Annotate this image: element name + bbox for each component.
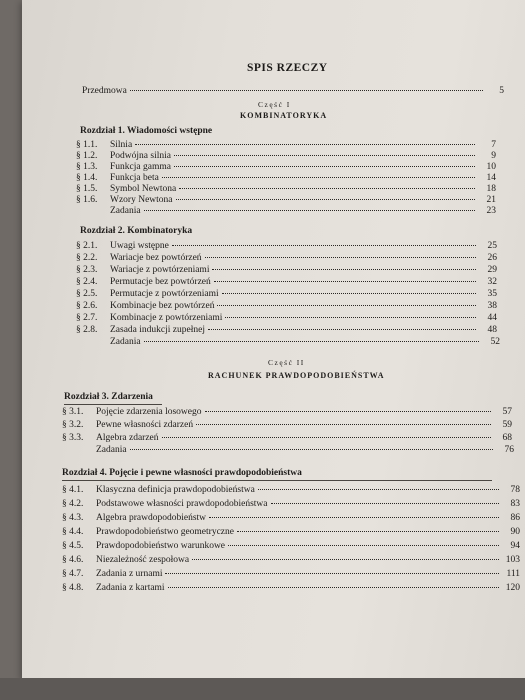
- entry-title: Prawdopodobieństwo geometryczne: [96, 527, 234, 537]
- entry-page: 21: [486, 195, 496, 205]
- toc-entry: [62, 540, 520, 552]
- dot-leader: [162, 177, 475, 178]
- dot-leader: [162, 437, 491, 438]
- dot-leader: [212, 269, 476, 270]
- entry-title: Zadania: [96, 445, 127, 455]
- toc-entry-preface: [82, 85, 504, 97]
- part-label: Część I: [258, 100, 291, 109]
- toc-entry: [76, 276, 497, 288]
- section-number: § 2.5.: [76, 289, 98, 299]
- dot-leader: [205, 411, 491, 412]
- dot-leader: [222, 293, 476, 294]
- dot-leader: [214, 281, 476, 282]
- section-number: § 1.1.: [76, 140, 98, 150]
- entry-page: 32: [487, 277, 497, 287]
- toc-entry: [76, 252, 497, 264]
- entry-title: Funkcja beta: [110, 173, 159, 183]
- entry-page: 120: [505, 583, 520, 593]
- dot-leader: [225, 317, 476, 318]
- dot-leader: [209, 517, 499, 518]
- entry-page: 10: [486, 162, 496, 172]
- section-number: § 4.6.: [62, 555, 84, 565]
- entry-title: Wariacje bez powtórzeń: [110, 253, 202, 263]
- entry-title: Permutacje bez powtórzeń: [110, 277, 211, 287]
- section-number: § 1.2.: [76, 151, 98, 161]
- section-number: § 1.5.: [76, 184, 98, 194]
- entry-page: 44: [487, 313, 497, 323]
- toc-entry-exercises: [76, 205, 496, 217]
- toc-entry: [76, 312, 497, 324]
- part-title: KOMBINATORYKA: [240, 111, 328, 120]
- section-number: § 2.4.: [76, 277, 98, 287]
- toc-entry: [76, 288, 497, 300]
- dot-leader: [228, 545, 499, 546]
- section-number: § 4.3.: [62, 513, 84, 523]
- entry-page: 90: [510, 527, 520, 537]
- section-number: § 2.1.: [76, 241, 98, 251]
- toc-entry: [76, 324, 497, 336]
- page-title: SPIS RZECZY: [247, 62, 328, 74]
- section-number: § 1.6.: [76, 195, 98, 205]
- entry-title: Uwagi wstępne: [110, 241, 169, 251]
- section-number: § 4.1.: [62, 485, 84, 495]
- entry-title: Silnia: [110, 140, 133, 150]
- entry-title: Kombinacje bez powtórzeń: [110, 301, 215, 311]
- dot-leader: [192, 559, 499, 560]
- entry-page: 18: [486, 184, 496, 194]
- entry-title: Zasada indukcji zupełnej: [110, 325, 205, 335]
- part-title: RACHUNEK PRAWDOPODOBIEŃSTWA: [208, 371, 385, 380]
- entry-title: Zadania: [110, 337, 141, 347]
- entry-title: Przedmowa: [82, 86, 127, 96]
- toc-entry: [62, 512, 520, 524]
- entry-title: Prawdopodobieństwo warunkowe: [96, 541, 226, 551]
- chapter-heading: Rozdział 1. Wiadomości wstępne: [80, 126, 213, 136]
- dot-leader: [135, 144, 475, 145]
- book-page: [22, 0, 525, 678]
- part-label: Część II: [268, 358, 305, 367]
- entry-title: Wzory Newtona: [110, 195, 173, 205]
- dot-leader: [271, 503, 499, 504]
- dot-leader: [168, 587, 499, 588]
- section-number: § 3.2.: [62, 420, 84, 430]
- dot-leader: [165, 573, 499, 574]
- entry-title: Kombinacje z powtórzeniami: [110, 313, 223, 323]
- dot-leader: [172, 245, 476, 246]
- toc-entry: [62, 526, 520, 538]
- entry-page: 23: [486, 206, 496, 216]
- entry-page: 57: [502, 407, 512, 417]
- toc-entry: [62, 419, 512, 431]
- section-number: § 4.5.: [62, 541, 84, 551]
- entry-page: 83: [510, 499, 520, 509]
- entry-title: Niezależność zespołowa: [96, 555, 190, 565]
- section-number: § 1.3.: [76, 162, 98, 172]
- toc-entry: [62, 498, 520, 510]
- section-number: § 4.8.: [62, 583, 84, 593]
- dot-leader: [196, 424, 491, 425]
- dot-leader: [174, 166, 475, 167]
- toc-entry-exercises: [62, 444, 514, 456]
- table-surface: [0, 678, 525, 700]
- chapter-heading: Rozdział 3. Zdarzenia: [64, 392, 153, 402]
- dot-leader: [144, 210, 475, 211]
- section-number: § 2.6.: [76, 301, 98, 311]
- section-number: § 3.1.: [62, 407, 84, 417]
- entry-title: Pojęcie zdarzenia losowego: [96, 407, 202, 417]
- entry-page: 7: [491, 140, 496, 150]
- dot-leader: [130, 449, 493, 450]
- toc-entry: [62, 554, 520, 566]
- section-number: § 4.7.: [62, 569, 84, 579]
- entry-title: Klasyczna definicja prawdopodobieństwa: [96, 485, 255, 495]
- entry-title: Algebra prawdopodobieństw: [96, 513, 207, 523]
- dot-leader: [179, 188, 475, 189]
- entry-title: Symbol Newtona: [110, 184, 177, 194]
- chapter-underline: [64, 404, 162, 405]
- entry-page: 48: [487, 325, 497, 335]
- toc-entry: [62, 484, 520, 496]
- entry-page: 35: [487, 289, 497, 299]
- entry-title: Algebra zdarzeń: [96, 433, 159, 443]
- section-number: § 4.4.: [62, 527, 84, 537]
- section-number: § 2.7.: [76, 313, 98, 323]
- toc-entry: [62, 406, 512, 418]
- entry-title: Wariacje z powtórzeniami: [110, 265, 210, 275]
- dot-leader: [144, 341, 479, 342]
- toc-entry-exercises: [76, 336, 500, 348]
- section-number: § 2.8.: [76, 325, 98, 335]
- entry-page: 5: [499, 86, 504, 96]
- entry-title: Permutacje z powtórzeniami: [110, 289, 219, 299]
- entry-page: 52: [490, 337, 500, 347]
- entry-title: Podwójna silnia: [110, 151, 171, 161]
- entry-page: 94: [510, 541, 520, 551]
- entry-title: Zadania z urnami: [96, 569, 163, 579]
- dot-leader: [205, 257, 476, 258]
- entry-page: 59: [502, 420, 512, 430]
- chapter-underline: [62, 480, 492, 481]
- dot-leader: [174, 155, 475, 156]
- section-number: § 2.2.: [76, 253, 98, 263]
- toc-entry: [62, 582, 520, 594]
- entry-title: Podstawowe własności prawdopodobieństwa: [96, 499, 268, 509]
- entry-title: Funkcja gamma: [110, 162, 171, 172]
- dot-leader: [176, 199, 475, 200]
- toc-entry: [62, 432, 512, 444]
- entry-page: 103: [505, 555, 520, 565]
- section-number: § 2.3.: [76, 265, 98, 275]
- section-number: § 3.3.: [62, 433, 84, 443]
- dot-leader: [258, 489, 499, 490]
- entry-page: 68: [502, 433, 512, 443]
- entry-title: Zadania: [110, 206, 141, 216]
- dot-leader: [237, 531, 499, 532]
- entry-page: 76: [504, 445, 514, 455]
- toc-entry: [76, 300, 497, 312]
- entry-title: Zadania z kartami: [96, 583, 165, 593]
- dot-leader: [208, 329, 476, 330]
- entry-page: 38: [487, 301, 497, 311]
- section-number: § 4.2.: [62, 499, 84, 509]
- chapter-heading: Rozdział 4. Pojęcie i pewne własności prawdopodobieństwa: [62, 468, 302, 478]
- toc-entry: [62, 568, 520, 580]
- entry-page: 78: [510, 485, 520, 495]
- entry-page: 14: [486, 173, 496, 183]
- toc-entry: [76, 264, 497, 276]
- dot-leader: [130, 90, 483, 91]
- section-number: § 1.4.: [76, 173, 98, 183]
- chapter-heading: Rozdział 2. Kombinatoryka: [80, 226, 193, 236]
- toc-entry: [76, 240, 497, 252]
- entry-page: 26: [487, 253, 497, 263]
- dot-leader: [217, 305, 476, 306]
- entry-title: Pewne własności zdarzeń: [96, 420, 194, 430]
- entry-page: 25: [487, 241, 497, 251]
- entry-page: 111: [506, 569, 520, 579]
- entry-page: 29: [487, 265, 497, 275]
- entry-page: 86: [510, 513, 520, 523]
- entry-page: 9: [491, 151, 496, 161]
